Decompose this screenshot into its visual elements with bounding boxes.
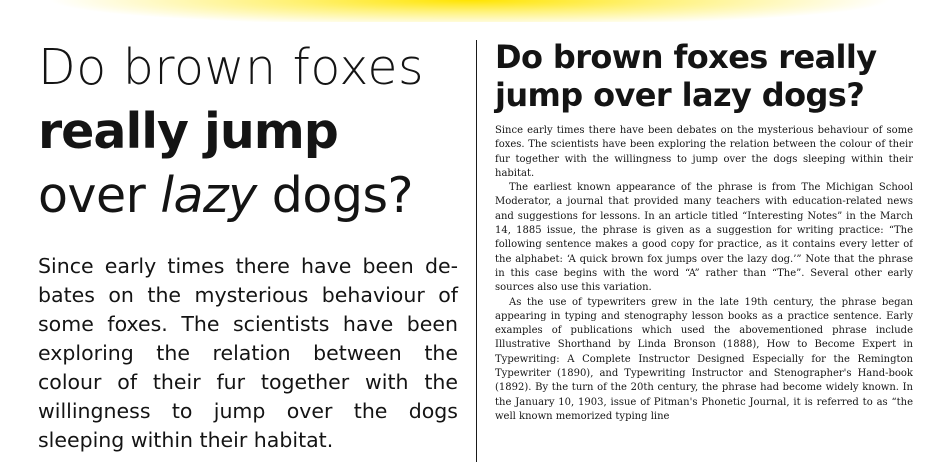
column-divider <box>476 40 477 462</box>
right-title-line-2: jump over lazy dogs? <box>495 76 865 114</box>
hero-line3-dogs: dogs? <box>256 167 414 224</box>
top-yellow-glow <box>0 0 950 22</box>
body-paragraph-2: The earliest known appearance of the phrase is from The Michigan School Moderator, a journal that provided many teachers with education-related news and suggestions for lessons. In an article titled “Interesting Notes” in the March 14, 1885 issue, the phrase is given as a suggestion for writing practice: “The following sentence makes a good copy for practice, as it contains every letter of the alphabet: ‘A quick brown fox jumps over the lazy dog.’” Note that the phrase in this case begins with the word “A” rather than “The”. Several other early sources also use this variation. <box>495 182 913 294</box>
body-text <box>495 124 913 430</box>
hero-line-bold: really jump <box>38 103 338 160</box>
right-specimen-column <box>495 38 913 430</box>
hero-line-mixed <box>38 164 458 228</box>
body-paragraph-3: As the use of typewriters grew in the late 19th century, the phrase began appearing in typing and stenography lesson books as a practice sentence. Early examples of publications which used the abovementioned phrase include Illustrative Shorthand by Linda Bronson (1888), How to Become Expert in Typewriting: A Complete Instructor Designed Especially for the Remington Typewriter (1890), and Typewriting Instructor and Stenographer's Hand-book (1892). By the turn of the 20th century, the phrase had become widely known. In the January 10, 1903, issue of Pitman's Phonetic Journal, it is referred to as “the well known memorized typing line <box>495 296 913 422</box>
hero-headline <box>38 36 458 228</box>
right-title-line-1: Do brown foxes really <box>495 38 877 76</box>
hero-line-light: Do brown foxes <box>38 39 425 96</box>
hero-line3-over: over <box>38 167 161 224</box>
left-specimen-column <box>38 36 458 455</box>
body-paragraph-1: Since early times there have been debates on the mysterious behaviour of some foxes. The scientists have been exploring the relation between the colour of their fur together with the willingness to jump over the dogs sleeping within their habitat. <box>495 125 913 179</box>
right-title <box>495 38 913 114</box>
hero-line3-lazy-italic: lazy <box>160 167 257 224</box>
intro-paragraph: Since early times there have been debates on the mysterious behaviour of some foxes. The scientists have been exploring the relation between the colour of their fur together with the willingness to jump over the dogs sleeping within their habitat. <box>38 254 458 452</box>
